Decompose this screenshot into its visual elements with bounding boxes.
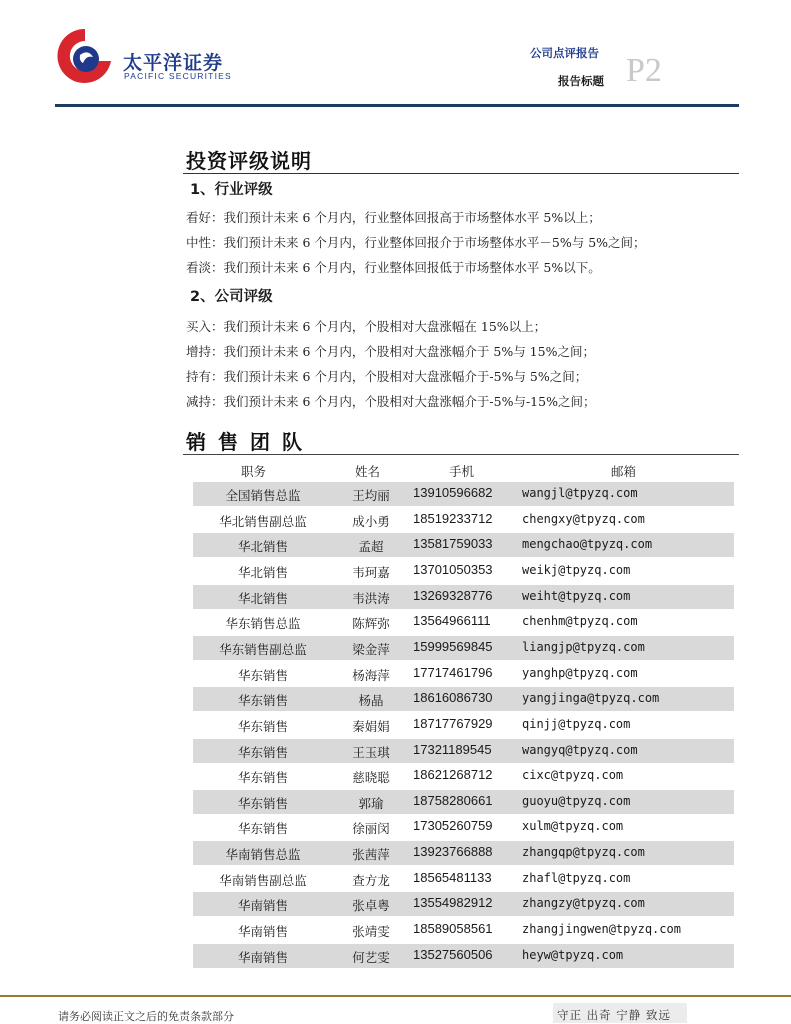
row-title-cell: 华北销售 bbox=[237, 590, 288, 606]
industry-rating-heading: 1、行业评级 bbox=[190, 182, 273, 198]
company-rating-line: 持有：我们预计未来 6 个月内，个股相对大盘涨幅介于-5%与 5%之间； bbox=[186, 369, 588, 384]
page-number: P2 bbox=[626, 52, 662, 89]
row-email-cell: chengxy@tpyzq.com bbox=[522, 511, 645, 526]
row-email-cell: zhangqp@tpyzq.com bbox=[522, 845, 645, 860]
column-header-phone: 手机 bbox=[449, 464, 475, 479]
row-title-cell: 华南销售 bbox=[237, 898, 288, 914]
row-title-cell: 全国销售总监 bbox=[225, 488, 301, 503]
row-phone-cell: 13527560506 bbox=[413, 946, 493, 962]
row-name-cell: 查方龙 bbox=[352, 872, 390, 888]
report-title: 报告标题 bbox=[558, 74, 604, 88]
row-name-cell: 杨海萍 bbox=[352, 667, 390, 683]
row-phone-cell: 13923766888 bbox=[413, 844, 493, 860]
table-row bbox=[193, 482, 734, 506]
row-name-cell: 王玉琪 bbox=[352, 744, 390, 760]
row-email-cell: cixc@tpyzq.com bbox=[522, 768, 624, 783]
sales-team-title: 销售团队 bbox=[186, 430, 314, 454]
row-name-cell: 王均丽 bbox=[352, 488, 390, 503]
column-header-name: 姓名 bbox=[355, 464, 381, 479]
rating-section-title: 投资评级说明 bbox=[186, 149, 312, 173]
row-name-cell: 张茜萍 bbox=[352, 847, 390, 863]
table-row bbox=[193, 636, 734, 660]
row-name-cell: 杨晶 bbox=[358, 693, 384, 709]
row-name-cell: 张卓粤 bbox=[352, 898, 390, 914]
table-row bbox=[193, 585, 734, 609]
row-phone-cell: 13701050353 bbox=[413, 561, 493, 577]
row-name-cell: 孟超 bbox=[358, 539, 384, 555]
table-row bbox=[193, 739, 734, 763]
row-name-cell: 郭瑜 bbox=[358, 795, 384, 811]
footer-divider bbox=[0, 995, 791, 997]
row-phone-cell: 18565481133 bbox=[413, 869, 492, 885]
table-row bbox=[193, 892, 734, 916]
sales-team-divider bbox=[183, 454, 739, 455]
industry-rating-line: 看淡：我们预计未来 6 个月内，行业整体回报低于市场整体水平 5%以下。 bbox=[186, 260, 601, 275]
row-email-cell: yangjinga@tpyzq.com bbox=[522, 691, 660, 706]
row-title-cell: 华东销售 bbox=[237, 795, 288, 811]
row-email-cell: zhafl@tpyzq.com bbox=[522, 870, 631, 885]
company-rating-line: 买入：我们预计未来 6 个月内，个股相对大盘涨幅在 15%以上； bbox=[186, 319, 547, 334]
row-phone-cell: 13581759033 bbox=[413, 536, 493, 552]
table-row bbox=[193, 508, 734, 532]
row-email-cell: wangjl@tpyzq.com bbox=[522, 486, 638, 500]
row-title-cell: 华东销售 bbox=[237, 667, 288, 683]
table-row bbox=[193, 764, 734, 788]
footer-motto: 守正 出奇 宁静 致远 bbox=[557, 1008, 671, 1022]
row-email-cell: chenhm@tpyzq.com bbox=[522, 614, 638, 629]
row-name-cell: 徐丽闵 bbox=[352, 821, 390, 837]
row-title-cell: 华南销售总监 bbox=[225, 847, 301, 863]
row-phone-cell: 17717461796 bbox=[413, 664, 493, 680]
row-title-cell: 华东销售 bbox=[237, 821, 288, 837]
row-phone-cell: 18616086730 bbox=[413, 690, 493, 706]
row-email-cell: qinjj@tpyzq.com bbox=[522, 716, 631, 731]
row-email-cell: wangyq@tpyzq.com bbox=[522, 742, 638, 757]
table-row bbox=[193, 815, 734, 839]
row-email-cell: mengchao@tpyzq.com bbox=[522, 537, 653, 552]
row-title-cell: 华东销售 bbox=[237, 718, 288, 734]
row-name-cell: 梁金萍 bbox=[352, 641, 390, 657]
row-title-cell: 华东销售 bbox=[237, 693, 288, 709]
industry-rating-line: 看好：我们预计未来 6 个月内，行业整体回报高于市场整体水平 5%以上； bbox=[186, 210, 601, 225]
row-name-cell: 慈晓聪 bbox=[352, 770, 390, 786]
row-phone-cell: 13554982912 bbox=[413, 895, 493, 911]
table-row bbox=[193, 867, 734, 891]
row-name-cell: 何艺雯 bbox=[352, 949, 390, 965]
row-email-cell: weiht@tpyzq.com bbox=[522, 588, 631, 603]
row-email-cell: xulm@tpyzq.com bbox=[522, 819, 624, 834]
table-row bbox=[193, 944, 734, 968]
table-row bbox=[193, 790, 734, 814]
row-name-cell: 张靖雯 bbox=[352, 924, 390, 940]
row-phone-cell: 18717767929 bbox=[413, 715, 493, 731]
row-name-cell: 秦娟娟 bbox=[352, 718, 390, 734]
row-title-cell: 华东销售副总监 bbox=[219, 641, 307, 657]
row-title-cell: 华东销售 bbox=[237, 744, 288, 760]
column-header-title: 职务 bbox=[241, 464, 267, 479]
row-title-cell: 华东销售总监 bbox=[225, 616, 301, 632]
row-email-cell: yanghp@tpyzq.com bbox=[522, 665, 638, 680]
row-phone-cell: 18519233712 bbox=[413, 510, 493, 526]
company-rating-heading: 2、公司评级 bbox=[190, 289, 273, 305]
brand-name-cn: 太平洋证券 bbox=[123, 52, 224, 74]
row-phone-cell: 17321189545 bbox=[413, 741, 492, 757]
brand-name-en: PACIFIC SECURITIES bbox=[124, 71, 232, 81]
row-email-cell: guoyu@tpyzq.com bbox=[522, 793, 631, 808]
table-row bbox=[193, 918, 734, 942]
table-row bbox=[193, 687, 734, 711]
row-name-cell: 成小勇 bbox=[352, 513, 390, 529]
report-type: 公司点评报告 bbox=[530, 46, 599, 60]
row-phone-cell: 18589058561 bbox=[413, 921, 493, 937]
table-row bbox=[193, 559, 734, 583]
row-phone-cell: 13564966111 bbox=[413, 613, 491, 629]
row-phone-cell: 15999569845 bbox=[413, 638, 493, 654]
row-name-cell: 韦珂嘉 bbox=[352, 564, 390, 580]
row-email-cell: liangjp@tpyzq.com bbox=[522, 639, 645, 654]
table-row bbox=[193, 533, 734, 557]
column-header-email: 邮箱 bbox=[611, 464, 637, 479]
industry-rating-line: 中性：我们预计未来 6 个月内，行业整体回报介于市场整体水平－5%与 5%之间； bbox=[186, 235, 646, 250]
row-title-cell: 华东销售 bbox=[237, 770, 288, 786]
row-email-cell: heyw@tpyzq.com bbox=[522, 947, 624, 962]
row-title-cell: 华南销售 bbox=[237, 949, 288, 965]
table-row bbox=[193, 662, 734, 686]
row-name-cell: 韦洪涛 bbox=[352, 590, 390, 606]
row-email-cell: zhangzy@tpyzq.com bbox=[522, 896, 645, 911]
row-phone-cell: 18621268712 bbox=[413, 767, 493, 783]
table-row bbox=[193, 841, 734, 865]
company-rating-line: 增持：我们预计未来 6 个月内，个股相对大盘涨幅介于 5%与 15%之间； bbox=[186, 344, 595, 359]
row-phone-cell: 13910596682 bbox=[413, 485, 493, 500]
rating-section-divider bbox=[183, 173, 739, 174]
row-email-cell: weikj@tpyzq.com bbox=[522, 562, 631, 577]
row-phone-cell: 18758280661 bbox=[413, 792, 493, 808]
row-title-cell: 华南销售 bbox=[237, 924, 288, 940]
row-phone-cell: 17305260759 bbox=[413, 818, 493, 834]
table-row bbox=[193, 610, 734, 634]
row-email-cell: zhangjingwen@tpyzq.com bbox=[522, 922, 681, 937]
row-title-cell: 华南销售副总监 bbox=[219, 872, 307, 888]
header-divider bbox=[55, 104, 739, 107]
table-row bbox=[193, 713, 734, 737]
row-title-cell: 华北销售 bbox=[237, 564, 288, 580]
row-title-cell: 华北销售 bbox=[237, 539, 288, 555]
company-logo-icon bbox=[55, 25, 115, 87]
footer-disclaimer: 请务必阅读正文之后的免责条款部分 bbox=[58, 1010, 234, 1023]
company-rating-line: 减持：我们预计未来 6 个月内，个股相对大盘涨幅介于-5%与-15%之间； bbox=[186, 394, 596, 409]
row-title-cell: 华北销售副总监 bbox=[219, 513, 307, 529]
row-phone-cell: 13269328776 bbox=[413, 587, 493, 603]
row-name-cell: 陈辉弥 bbox=[352, 616, 390, 632]
